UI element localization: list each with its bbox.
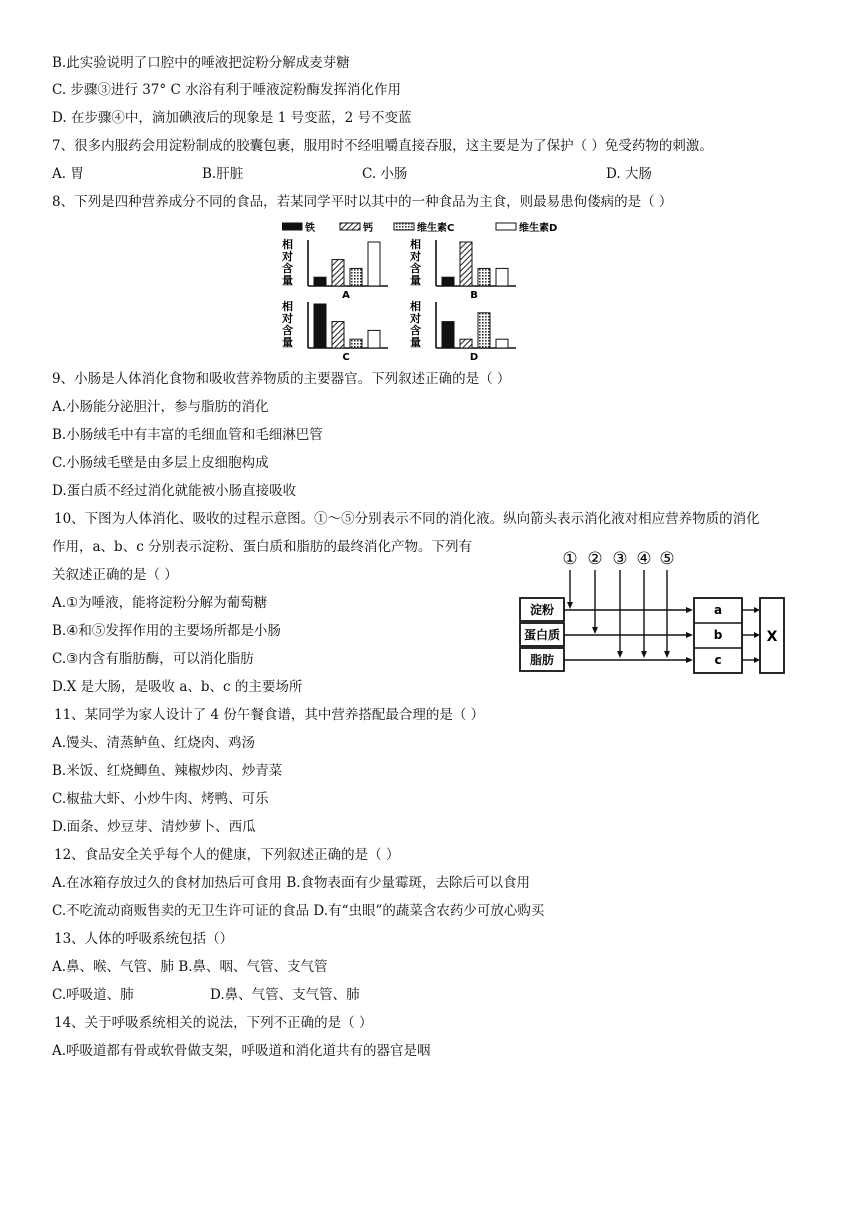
ylabel-char: 相 bbox=[282, 300, 293, 313]
ylabel-char: 量 bbox=[282, 274, 293, 287]
juice-label-5: ⑤ bbox=[659, 549, 675, 569]
legend-label-0: 铁 bbox=[305, 223, 315, 234]
product-label-a: a bbox=[713, 603, 723, 617]
q12-options-cd: C.不吃流动商贩售卖的无卫生许可证的食品 D.有“虫眼”的蔬菜含农药少可放心购买 bbox=[52, 903, 545, 919]
product-flow-head-a bbox=[754, 607, 760, 613]
ylabel-char: 量 bbox=[282, 336, 293, 349]
panel-label-B: B bbox=[470, 290, 478, 301]
q14-option-a: A.呼吸道都有骨或软骨做支架，呼吸道和消化道共有的器官是咽 bbox=[52, 1043, 431, 1059]
ylabel-char: 相 bbox=[410, 238, 421, 251]
bar-A-3 bbox=[368, 242, 380, 286]
q11-stem: 11、某同学为家人设计了 4 份午餐食谱，其中营养搭配最合理的是（ ） bbox=[54, 707, 485, 723]
q12-stem: 12、食品安全关乎每个人的健康，下列叙述正确的是（ ） bbox=[54, 847, 400, 863]
nutrient-flow-head-2 bbox=[686, 657, 693, 663]
q6-option-b: B.此实验说明了口腔中的唾液把淀粉分解成麦芽糖 bbox=[52, 55, 350, 71]
q10-option-d: D.X 是大肠，是吸收 a、b、c 的主要场所 bbox=[52, 679, 303, 695]
legend-swatch-2 bbox=[394, 223, 414, 230]
legend-label-3: 维生素D bbox=[519, 223, 558, 234]
q7-option-d: D. 大肠 bbox=[606, 166, 652, 182]
juice-arrowhead-4 bbox=[641, 651, 647, 658]
q7-stem: 7、很多内服药会用淀粉制成的胶囊包裹，服用时不经咀嚼直接吞服，这主要是为了保护（ ）免受药物的刺激。 bbox=[52, 138, 713, 154]
digestion-diagram bbox=[518, 548, 788, 676]
product-label-b: b bbox=[713, 628, 723, 642]
q9-option-b: B.小肠绒毛中有丰富的毛细血管和毛细淋巴管 bbox=[52, 427, 323, 443]
bar-C-2 bbox=[350, 339, 362, 348]
bar-D-1 bbox=[460, 339, 472, 348]
panel-label-D: D bbox=[469, 352, 479, 360]
ylabel-char: 相 bbox=[410, 300, 421, 313]
legend-swatch-0 bbox=[282, 223, 302, 230]
bar-panel-D bbox=[409, 299, 516, 360]
nutrient-bar-figure bbox=[282, 220, 590, 360]
ylabel-char: 量 bbox=[410, 274, 421, 287]
bar-A-1 bbox=[332, 260, 344, 286]
bar-A-2 bbox=[350, 268, 362, 286]
legend-swatch-3 bbox=[496, 223, 516, 230]
ylabel-char: 对 bbox=[282, 250, 293, 263]
q13-option-d: D.鼻、气管、支气管、肺 bbox=[210, 987, 360, 1003]
q9-stem: 9、小肠是人体消化食物和吸收营养物质的主要器官。下列叙述正确的是（ ） bbox=[52, 371, 511, 387]
q9-option-d: D.蛋白质不经过消化就能被小肠直接吸收 bbox=[52, 483, 297, 499]
panel-label-A: A bbox=[342, 290, 350, 301]
q13-options-ab: A.鼻、喉、气管、肺 B.鼻、咽、气管、支气管 bbox=[52, 959, 328, 975]
ylabel-char: 对 bbox=[410, 250, 421, 263]
bar-B-1 bbox=[460, 242, 472, 286]
q13-stem: 13、人体的呼吸系统包括（） bbox=[54, 931, 234, 947]
chart-legend bbox=[282, 221, 557, 234]
bar-C-3 bbox=[368, 330, 380, 348]
q9-option-c: C.小肠绒毛壁是由多层上皮细胞构成 bbox=[52, 455, 269, 471]
q11-option-b: B.米饭、红烧鲫鱼、辣椒炒肉、炒青菜 bbox=[52, 763, 283, 779]
q14-stem: 14、关于呼吸系统相关的说法，下列不正确的是（ ） bbox=[54, 1015, 373, 1031]
ylabel-char: 含 bbox=[410, 262, 421, 275]
panel-label-C: C bbox=[342, 352, 350, 360]
q11-option-d: D.面条、炒豆芽、清炒萝卜、西瓜 bbox=[52, 819, 256, 835]
bar-B-0 bbox=[442, 277, 454, 286]
ylabel-char: 含 bbox=[282, 324, 293, 337]
q10-stem-1: 10、下图为人体消化、吸收的过程示意图。①～⑤分别表示不同的消化液。纵向箭头表示消化液对相应营养物质的消化 bbox=[54, 511, 760, 527]
q10-option-b: B.④和⑤发挥作用的主要场所都是小肠 bbox=[52, 623, 281, 639]
product-flow-head-b bbox=[754, 632, 760, 638]
juice-label-1: ① bbox=[562, 549, 578, 569]
product-label-c: c bbox=[714, 653, 722, 667]
q10-option-c: C.③内含有脂肪酶，可以消化脂肪 bbox=[52, 651, 254, 667]
q7-option-a: A. 胃 bbox=[52, 166, 84, 182]
q6-option-d: D. 在步骤④中，滴加碘液后的现象是 1 号变蓝，2 号不变蓝 bbox=[52, 110, 412, 126]
q10-stem-3: 关叙述正确的是（ ） bbox=[52, 567, 178, 583]
q10-option-a: A.①为唾液，能将淀粉分解为葡萄糖 bbox=[52, 595, 268, 611]
nutrient-flow-head-1 bbox=[686, 632, 693, 638]
bar-D-0 bbox=[442, 322, 454, 348]
juice-label-3: ③ bbox=[612, 549, 628, 569]
ylabel-char: 对 bbox=[282, 312, 293, 325]
bar-A-0 bbox=[314, 277, 326, 286]
bar-D-3 bbox=[496, 339, 508, 348]
bar-B-3 bbox=[496, 268, 508, 286]
nutrient-label-0: 淀粉 bbox=[529, 603, 555, 617]
ylabel-char: 含 bbox=[410, 324, 421, 337]
bar-D-2 bbox=[478, 313, 490, 348]
legend-label-1: 钙 bbox=[363, 223, 373, 234]
legend-swatch-1 bbox=[340, 223, 360, 230]
ylabel-char: 相 bbox=[282, 238, 293, 251]
bar-B-2 bbox=[478, 268, 490, 286]
q8-stem: 8、下列是四种营养成分不同的食品，若某同学平时以其中的一种食品为主食，则最易患佝偻病的是（ ） bbox=[52, 194, 673, 210]
juice-arrowhead-5 bbox=[664, 651, 670, 658]
juice-label-2: ② bbox=[587, 549, 603, 569]
bar-panel-C bbox=[282, 299, 388, 360]
juice-label-4: ④ bbox=[636, 549, 652, 569]
target-label: X bbox=[766, 629, 778, 645]
juice-arrowhead-3 bbox=[617, 651, 623, 658]
ylabel-char: 对 bbox=[410, 312, 421, 325]
q9-option-a: A.小肠能分泌胆汁，参与脂肪的消化 bbox=[52, 399, 269, 415]
q12-options-ab: A.在冰箱存放过久的食材加热后可食用 B.食物表面有少量霉斑，去除后可以食用 bbox=[52, 875, 531, 891]
juice-arrowhead-2 bbox=[592, 627, 598, 634]
ylabel-char: 量 bbox=[410, 336, 421, 349]
ylabel-char: 含 bbox=[282, 262, 293, 275]
q10-stem-2: 作用，a、b、c 分别表示淀粉、蛋白质和脂肪的最终消化产物。下列有 bbox=[52, 539, 473, 555]
nutrient-flow-head-0 bbox=[686, 607, 693, 613]
bar-C-0 bbox=[314, 304, 326, 348]
bar-panel-B bbox=[409, 237, 516, 301]
nutrient-label-1: 蛋白质 bbox=[523, 628, 561, 642]
q11-option-a: A.馒头、清蒸鲈鱼、红烧肉、鸡汤 bbox=[52, 735, 256, 751]
legend-label-2: 维生素C bbox=[417, 223, 455, 234]
bar-panel-A bbox=[282, 237, 388, 301]
q13-option-c: C.呼吸道、肺 bbox=[52, 987, 134, 1003]
juice-arrowhead-1 bbox=[567, 602, 573, 609]
q6-option-c: C. 步骤③进行 37° C 水浴有利于唾液淀粉酶发挥消化作用 bbox=[52, 82, 402, 98]
q7-option-c: C. 小肠 bbox=[362, 166, 408, 182]
q11-option-c: C.椒盐大虾、小炒牛肉、烤鸭、可乐 bbox=[52, 791, 269, 807]
bar-C-1 bbox=[332, 322, 344, 348]
nutrient-label-2: 脂肪 bbox=[529, 653, 555, 667]
product-flow-head-c bbox=[754, 657, 760, 663]
q7-option-b: B.肝脏 bbox=[202, 166, 244, 182]
